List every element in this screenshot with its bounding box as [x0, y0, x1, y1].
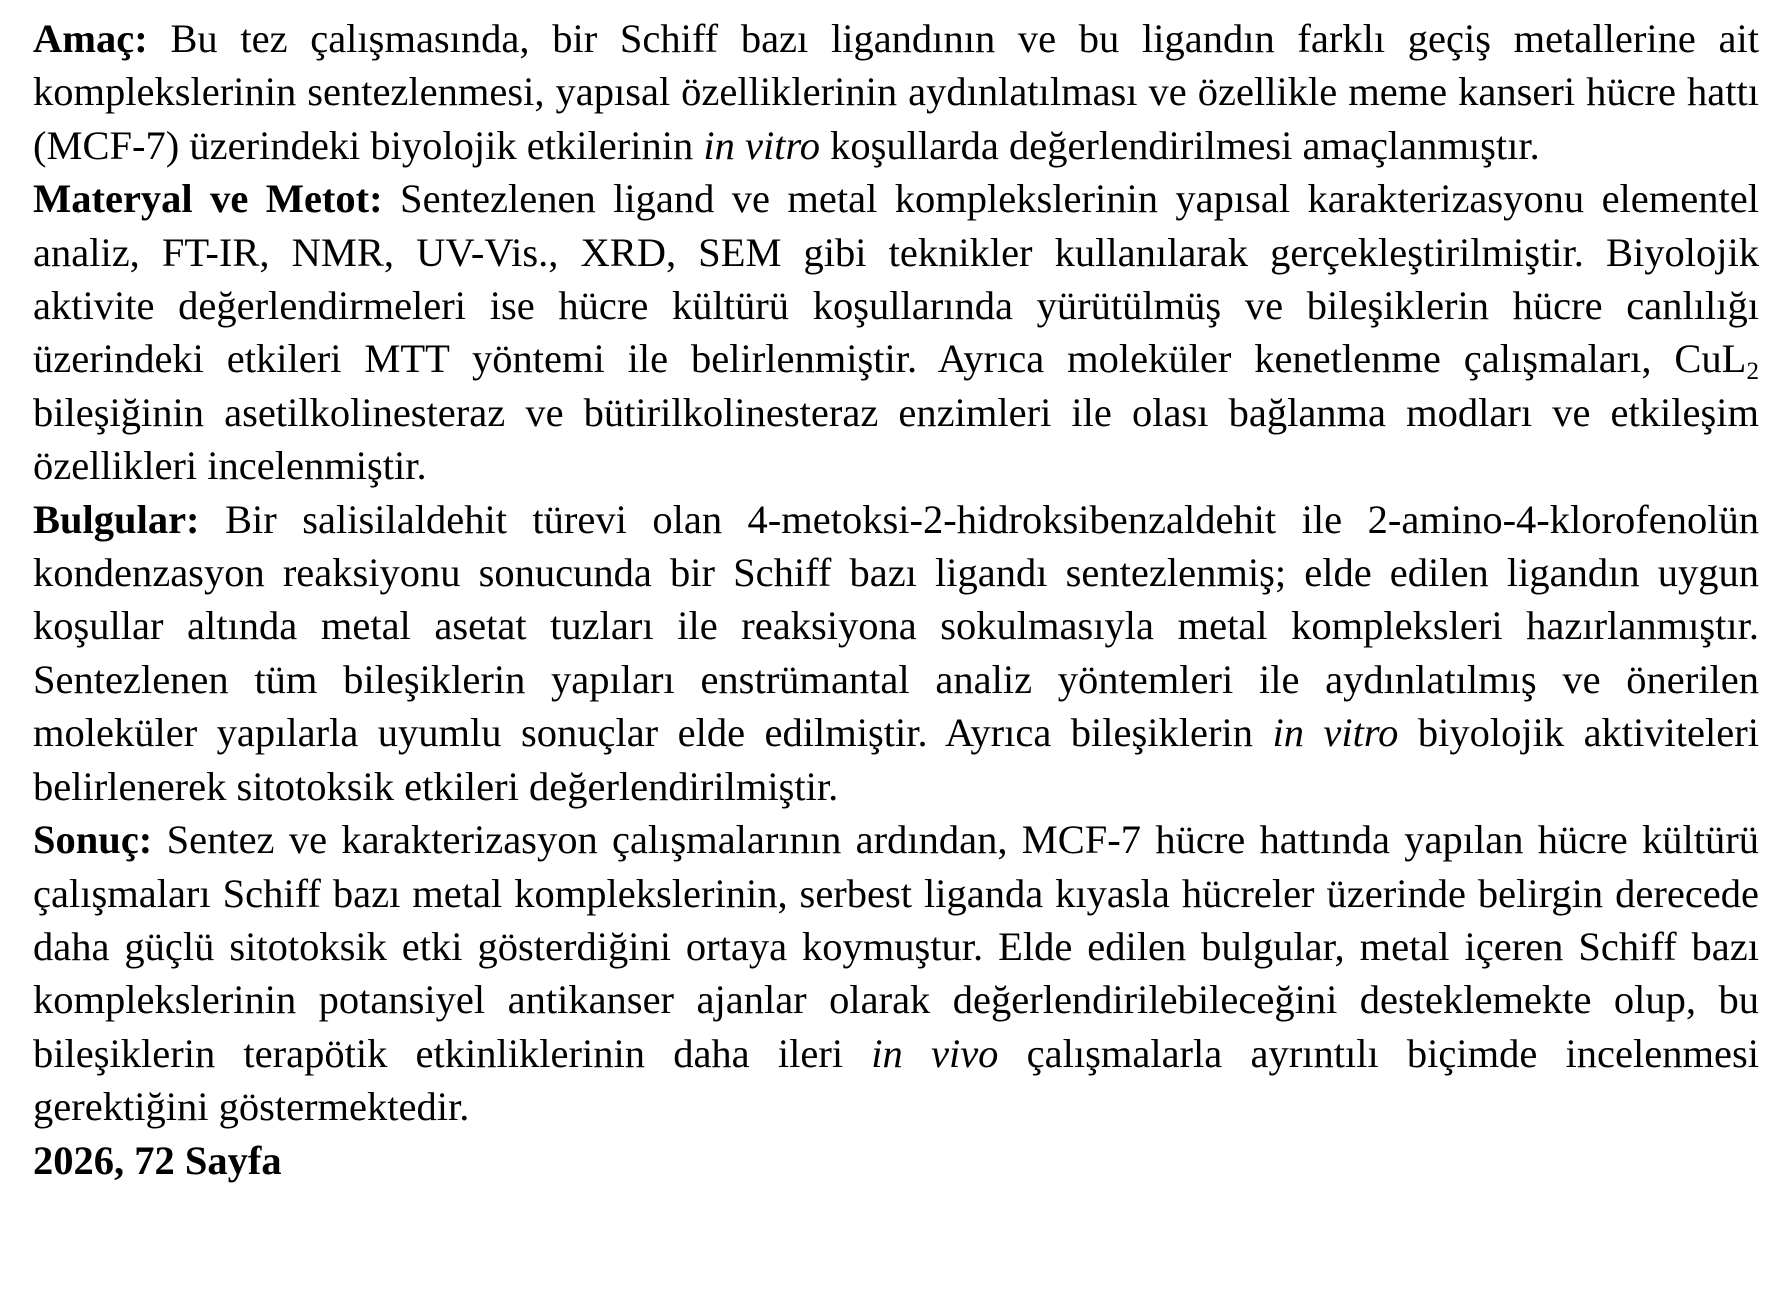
formula-base: CuL — [1674, 336, 1747, 382]
formula-cul2 — [1674, 336, 1759, 386]
abstract-page — [33, 12, 1759, 1187]
sonuc-text-2: çalışmalarla ayrıntılı biçimde incelenmesi gerektiğini göstermektedir. — [33, 1030, 1759, 1130]
page-count-footer: 2026, 72 Sayfa — [33, 1137, 282, 1183]
bulgular-italic-in-vitro: in vitro — [1272, 710, 1399, 756]
amac-text-2: koşullarda değerlendirilmesi amaçlanmıştır. — [820, 122, 1540, 168]
sonuc-text-1: Sentez ve karakterizasyon çalışmalarının ardından, MCF-7 hücre hattında yapılan hücre kültürü çalışmaları Schiff bazı metal komplekslerinin, serbest liganda kıyasla hücreler üzerinde belirgin derecede daha güçlü sitotoksik etki gösterdiğini ortaya koymuştur. Elde edilen bulgular, metal içeren Schiff bazı komplekslerinin potansiyel antikanser ajanlar olarak değerlendirilebileceğini desteklemekte olup, bu bileşiklerin terapötik etkinliklerinin daha ileri — [33, 817, 1759, 1076]
label-bulgular: Bulgular: — [33, 496, 200, 542]
label-sonuc: Sonuç: — [33, 817, 153, 863]
amac-text-1: Bu tez çalışmasında, bir Schiff bazı ligandının ve bu ligandın farklı geçiş metallerine ait komplekslerinin sentezlenmesi, yapısal özelliklerinin aydınlatılması ve özellikle meme kanseri hücre hattı (MCF-7) üzerindeki biyolojik etkilerinin — [33, 16, 1759, 168]
sonuc-italic-in-vivo: in vivo — [871, 1030, 999, 1076]
materyal-text-1: Sentezlenen ligand ve metal komplekslerinin yapısal karakterizasyonu elementel analiz, FT-IR, NMR, UV-Vis., XRD, SEM gibi teknikler kullanılarak gerçekleştirilmiştir. Biyolojik aktivite değerlendirmeleri ise hücre kültürü koşullarında yürütülmüş ve bileşiklerin hücre canlılığı üzerindeki etkileri MTT yöntemi ile belirlenmiştir. Ayrıca moleküler kenetlenme çalışmaları, — [33, 176, 1759, 382]
paragraph-bulgular — [33, 493, 1759, 813]
label-amac: Amaç: — [33, 16, 148, 61]
materyal-text-2: bileşiğinin asetilkolinesteraz ve bütirilkolinesteraz enzimleri ile olası bağlanma modları ve etkileşim özellikleri incelenmiştir. — [33, 389, 1759, 489]
paragraph-amac — [33, 12, 1759, 172]
paragraph-sonuc — [33, 813, 1759, 1133]
bulgular-text-1: Bir salisilaldehit türevi olan 4-metoksi-2-hidroksibenzaldehit ile 2-amino-4-klorofenolün kondenzasyon reaksiyonu sonucunda bir Schiff bazı ligandı sentezlenmiş; elde edilen ligandın uygun koşullar altında metal asetat tuzları ile reaksiyona sokulmasıyla metal kompleksleri hazırlanmıştır. Sentezlenen tüm bileşiklerin yapıları enstrümantal analiz yöntemleri ile aydınlatılmış ve önerilen moleküler yapılarla uyumlu sonuçlar elde edilmiştir. Ayrıca bileşiklerin — [33, 496, 1759, 756]
amac-italic-in-vitro: in vitro — [703, 122, 821, 168]
bulgular-text-2: biyolojik aktiviteleri belirlenerek sitotoksik etkileri değerlendirilmiştir. — [33, 710, 1759, 809]
label-materyal: Materyal ve Metot: — [33, 176, 383, 222]
paragraph-materyal — [33, 172, 1759, 492]
formula-subscript: 2 — [1746, 358, 1759, 386]
